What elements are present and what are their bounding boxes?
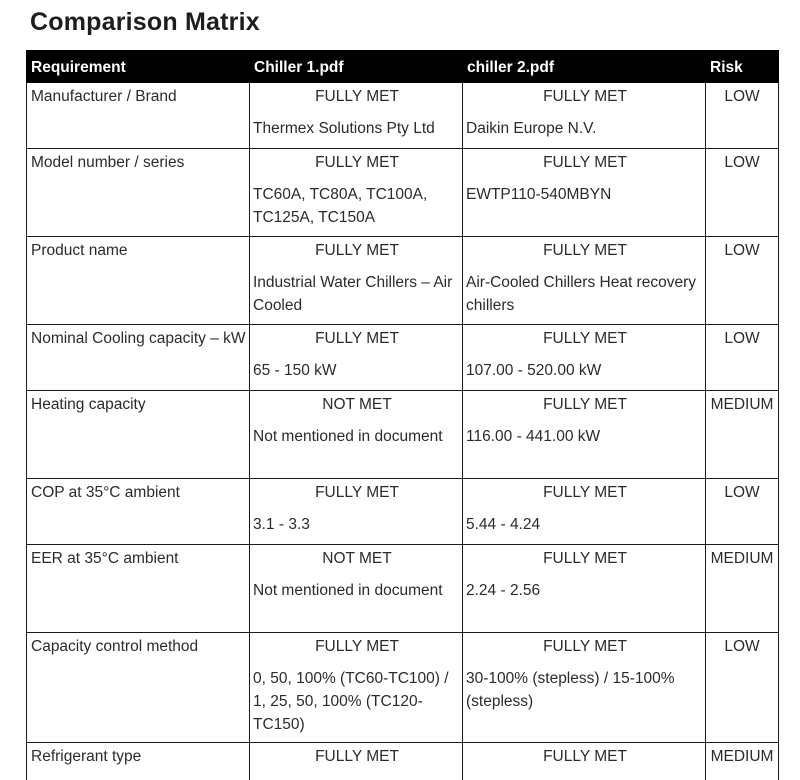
risk-cell: MEDIUM [706,545,779,633]
status-label: FULLY MET [253,239,461,262]
status-label: FULLY MET [466,151,704,174]
table-header-row [27,51,779,83]
risk-cell: LOW [706,479,779,545]
detail-text: Daikin Europe N.V. [466,117,704,140]
chiller-2-cell [463,237,706,325]
requirement-cell: Nominal Cooling capacity – kW [27,325,250,391]
table-row [27,149,779,237]
detail-text: 5.44 - 4.24 [466,513,704,536]
status-label: FULLY MET [253,85,461,108]
chiller-2-cell [463,545,706,633]
requirement-cell: Model number / series [27,149,250,237]
chiller-1-cell [250,743,463,780]
table-row [27,633,779,743]
detail-text: Industrial Water Chillers – Air Cooled [253,271,461,317]
status-label: NOT MET [253,393,461,416]
column-header-risk: Risk [706,51,779,83]
chiller-1-cell [250,479,463,545]
chiller-2-cell [463,743,706,780]
status-label: FULLY MET [253,481,461,504]
column-header-chiller-2: chiller 2.pdf [463,51,706,83]
status-label: FULLY MET [466,393,704,416]
risk-cell: LOW [706,237,779,325]
table-row [27,743,779,780]
risk-cell: LOW [706,633,779,743]
status-label: FULLY MET [466,481,704,504]
chiller-1-cell [250,633,463,743]
chiller-2-cell [463,83,706,149]
detail-text: Not mentioned in document [253,579,461,602]
chiller-2-cell [463,325,706,391]
detail-text: 3.1 - 3.3 [253,513,461,536]
status-label: FULLY MET [466,635,704,658]
page-title: Comparison Matrix [30,8,260,37]
chiller-1-cell [250,325,463,391]
status-label: FULLY MET [253,635,461,658]
requirement-cell: Refrigerant type [27,743,250,780]
column-header-chiller-1: Chiller 1.pdf [250,51,463,83]
requirement-cell: Heating capacity [27,391,250,479]
detail-text: Air-Cooled Chillers Heat recovery chillers [466,271,704,317]
status-label: FULLY MET [253,151,461,174]
status-label: FULLY MET [253,327,461,350]
status-label: NOT MET [253,547,461,570]
table-row [27,325,779,391]
table-row [27,83,779,149]
detail-text: EWTP110-540MBYN [466,183,704,206]
detail-text: 65 - 150 kW [253,359,461,382]
requirement-cell: Capacity control method [27,633,250,743]
table-row [27,391,779,479]
chiller-2-cell [463,479,706,545]
chiller-1-cell [250,83,463,149]
chiller-2-cell [463,391,706,479]
chiller-2-cell [463,633,706,743]
risk-cell: LOW [706,83,779,149]
detail-text: 2.24 - 2.56 [466,579,704,602]
detail-text: 0, 50, 100% (TC60-TC100) / 1, 25, 50, 100% (TC120-TC150) [253,667,461,736]
column-header-requirement: Requirement [27,51,250,83]
chiller-2-cell [463,149,706,237]
detail-text: 30-100% (stepless) / 15-100% (stepless) [466,667,704,713]
requirement-cell: Manufacturer / Brand [27,83,250,149]
comparison-table [26,50,779,780]
status-label: FULLY MET [466,745,704,768]
table-row [27,479,779,545]
detail-text: Thermex Solutions Pty Ltd [253,117,461,140]
status-label: FULLY MET [466,547,704,570]
table-row [27,237,779,325]
requirement-cell: EER at 35°C ambient [27,545,250,633]
detail-text: Not mentioned in document [253,425,461,448]
chiller-1-cell [250,391,463,479]
status-label: FULLY MET [466,327,704,350]
status-label: FULLY MET [466,85,704,108]
detail-text: 116.00 - 441.00 kW [466,425,704,448]
requirement-cell: Product name [27,237,250,325]
risk-cell: MEDIUM [706,743,779,780]
detail-text: TC60A, TC80A, TC100A, TC125A, TC150A [253,183,461,229]
table-row [27,545,779,633]
risk-cell: LOW [706,149,779,237]
chiller-1-cell [250,237,463,325]
detail-text: 107.00 - 520.00 kW [466,359,704,382]
status-label: FULLY MET [253,745,461,768]
chiller-1-cell [250,545,463,633]
chiller-1-cell [250,149,463,237]
risk-cell: LOW [706,325,779,391]
risk-cell: MEDIUM [706,391,779,479]
requirement-cell: COP at 35°C ambient [27,479,250,545]
status-label: FULLY MET [466,239,704,262]
